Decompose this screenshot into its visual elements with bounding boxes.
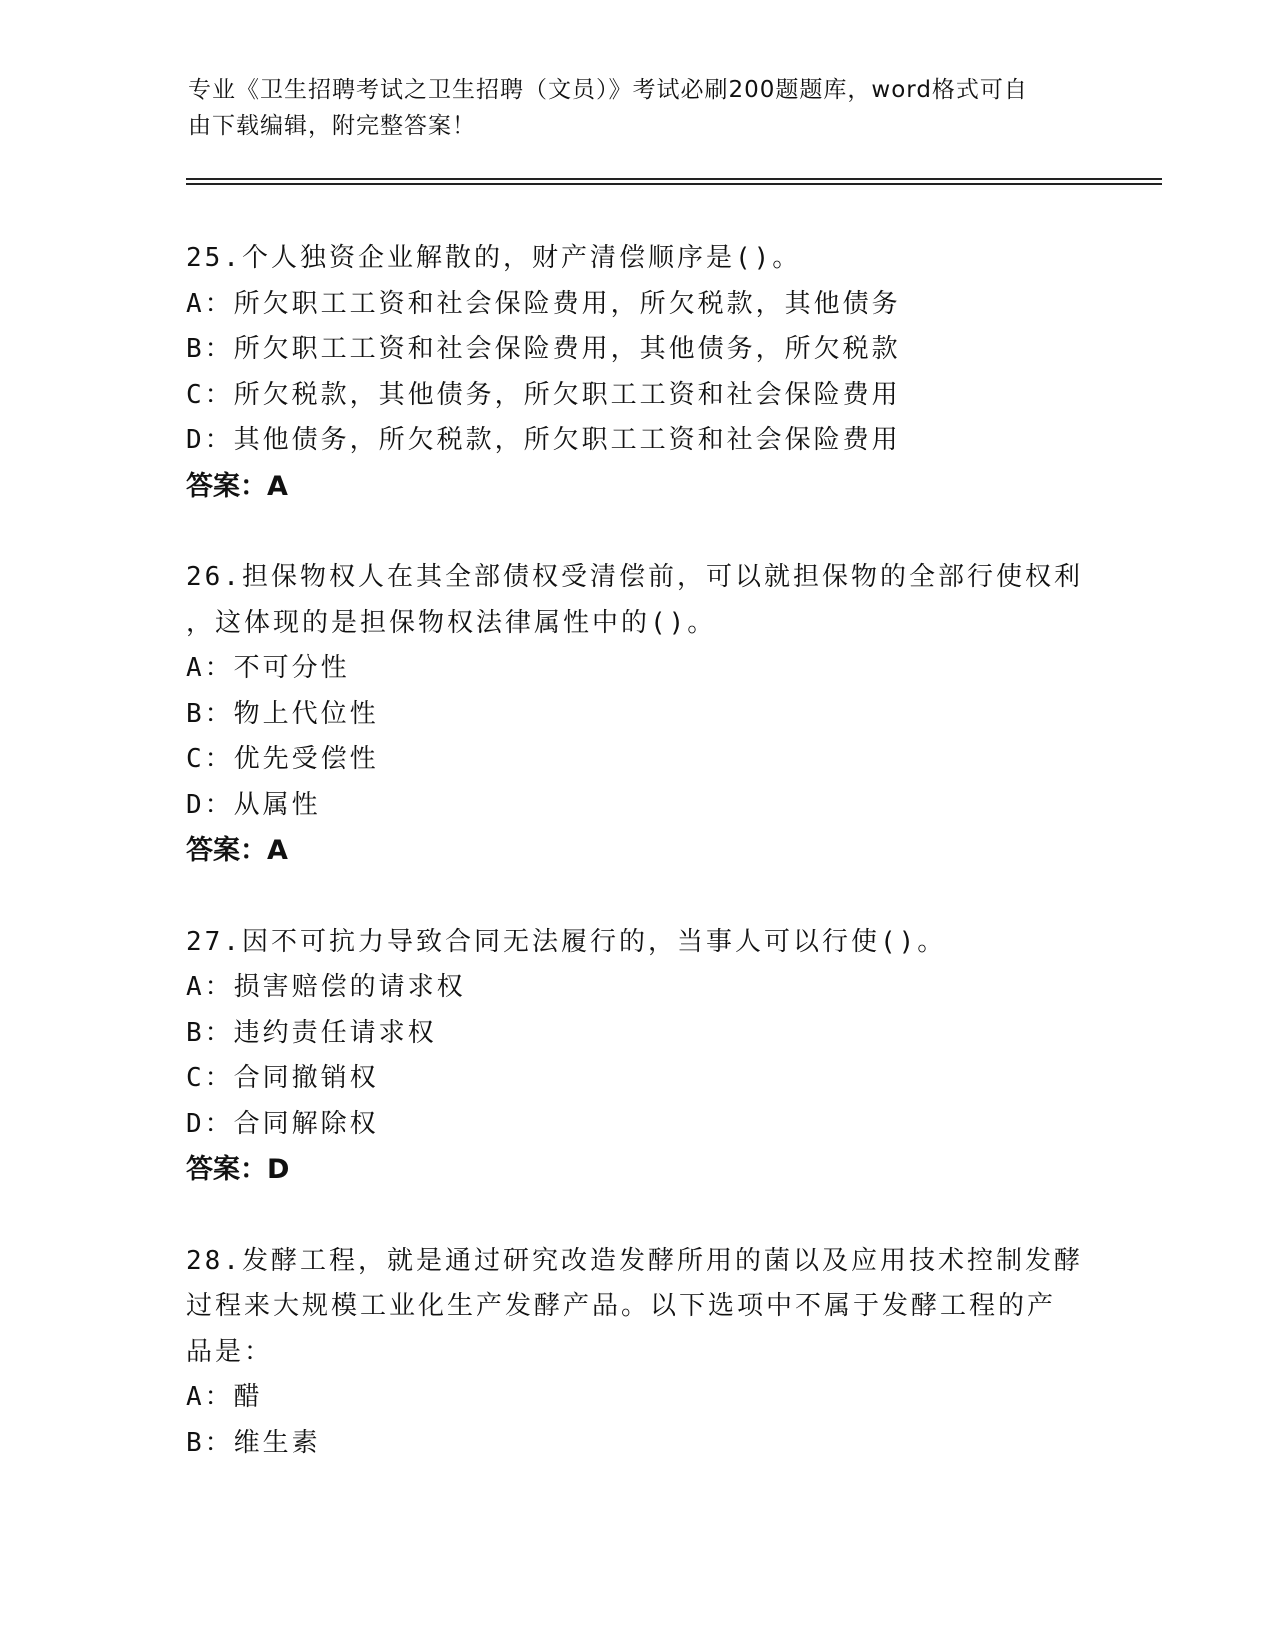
question-26 bbox=[186, 555, 1086, 874]
question-stem: 27.因不可抗力导致合同无法履行的，当事人可以行使()。 bbox=[186, 926, 947, 957]
option-c: C：合同撤销权 bbox=[186, 1063, 379, 1093]
option-c: C：优先受偿性 bbox=[186, 744, 379, 774]
header-line-2: 由下载编辑，附完整答案！ bbox=[188, 113, 476, 139]
header-line-1: 专业《卫生招聘考试之卫生招聘（文员）》考试必刷200题题库，word格式可自 bbox=[188, 77, 1028, 103]
question-27 bbox=[186, 920, 1086, 1193]
option-d: D：合同解除权 bbox=[186, 1108, 379, 1139]
option-c: C：所欠税款，其他债务，所欠职工工资和社会保险费用 bbox=[186, 379, 901, 410]
option-a: A：所欠职工工资和社会保险费用，所欠税款，其他债务 bbox=[186, 288, 901, 319]
option-a: A：醋 bbox=[186, 1382, 263, 1412]
question-stem-line-2: ，这体现的是担保物权法律属性中的()。 bbox=[186, 607, 717, 638]
option-d: D：从属性 bbox=[186, 789, 321, 820]
document-header bbox=[188, 72, 1088, 144]
question-stem: 25.个人独资企业解散的，财产清偿顺序是()。 bbox=[186, 243, 802, 273]
option-b: B：违约责任请求权 bbox=[186, 1017, 437, 1048]
answer: 答案：D bbox=[186, 1154, 290, 1185]
option-d: D：其他债务，所欠税款，所欠职工工资和社会保险费用 bbox=[186, 425, 901, 455]
option-b: B：所欠职工工资和社会保险费用，其他债务，所欠税款 bbox=[186, 334, 901, 364]
answer: 答案：A bbox=[186, 835, 288, 866]
option-a: A：不可分性 bbox=[186, 653, 350, 683]
option-b: B：物上代位性 bbox=[186, 698, 379, 729]
question-stem-line-2: 过程来大规模工业化生产发酵产品。以下选项中不属于发酵工程的产 bbox=[186, 1291, 1057, 1321]
answer: 答案：A bbox=[186, 470, 288, 502]
question-28 bbox=[186, 1239, 1086, 1467]
header-divider-top bbox=[186, 178, 1162, 180]
option-a: A：损害赔偿的请求权 bbox=[186, 972, 466, 1002]
option-b: B：维生素 bbox=[186, 1427, 321, 1458]
question-list bbox=[186, 236, 1086, 1512]
header-divider-bottom bbox=[186, 183, 1162, 185]
question-stem-line-3: 品是： bbox=[186, 1336, 274, 1367]
question-stem-line-1: 26.担保物权人在其全部债权受清偿前，可以就担保物的全部行使权利 bbox=[186, 562, 1083, 592]
question-stem-line-1: 28.发酵工程，就是通过研究改造发酵所用的菌以及应用技术控制发酵 bbox=[186, 1245, 1083, 1276]
question-25 bbox=[186, 236, 1086, 509]
